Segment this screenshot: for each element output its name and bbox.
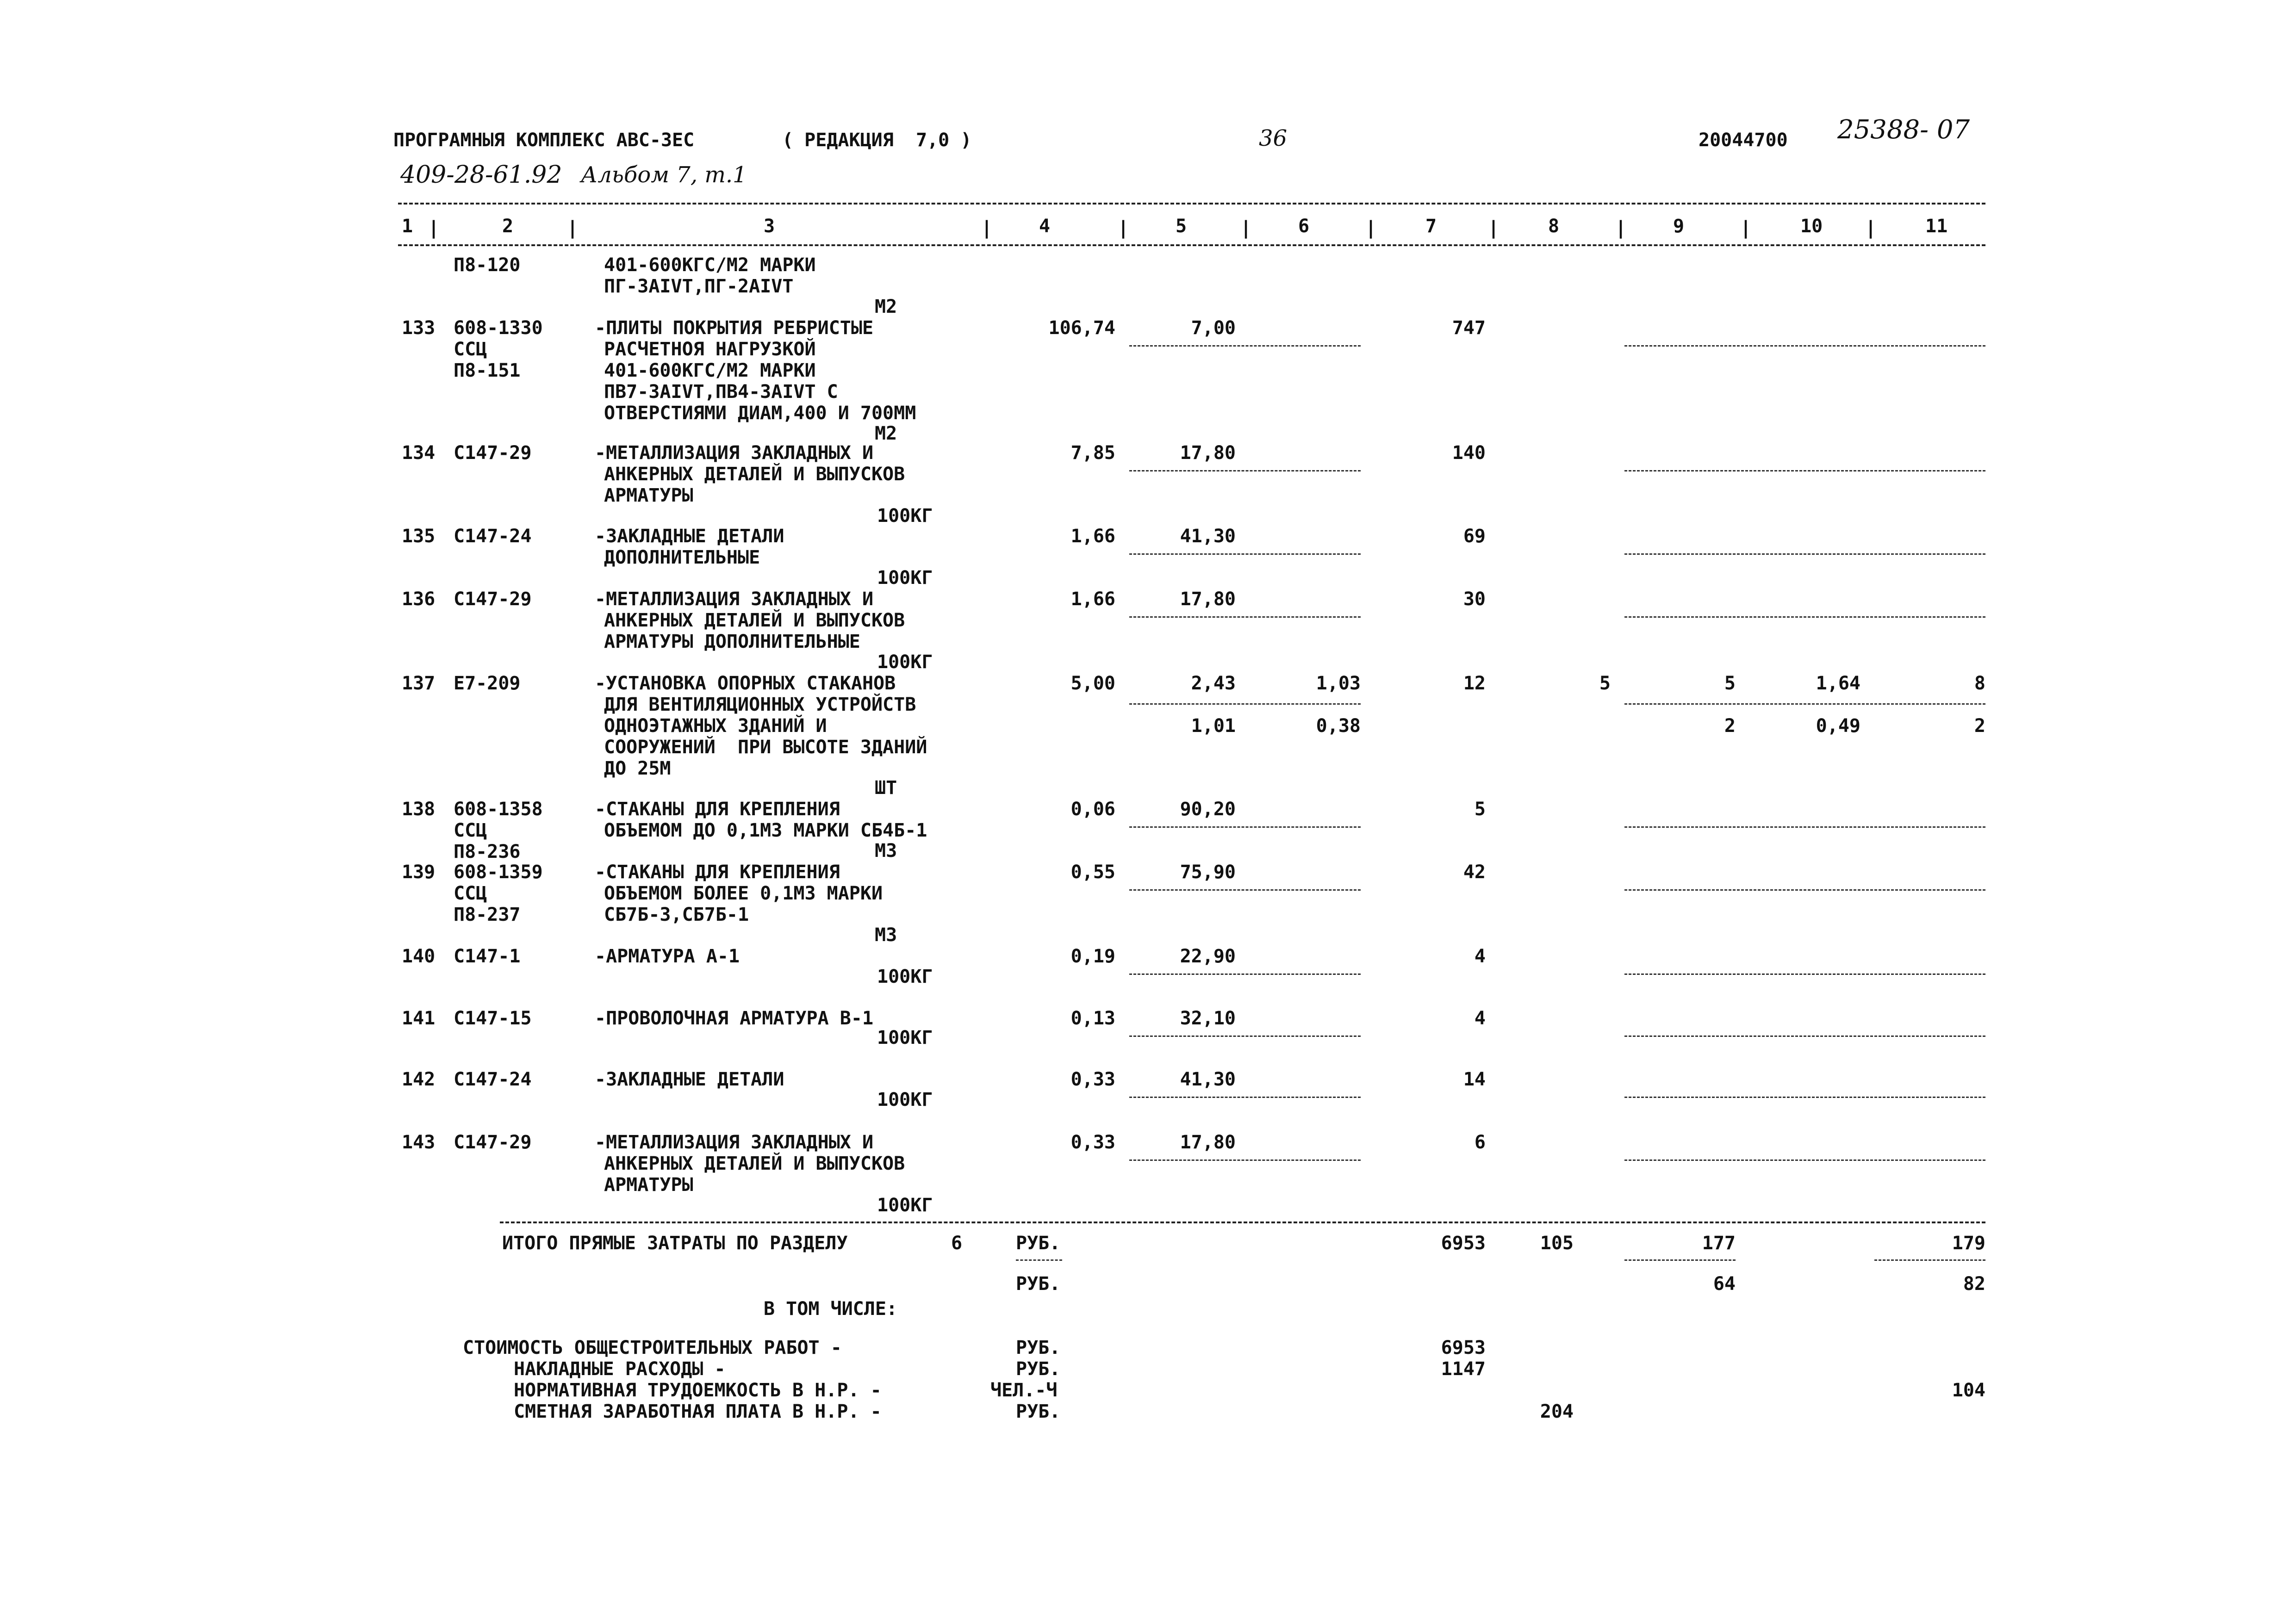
col-6: 6 (1298, 216, 1310, 237)
row-code: ССЦ (454, 820, 487, 841)
cell-divider (1624, 826, 1985, 828)
row-desc: ДО 25М (604, 758, 671, 779)
totals-label: ИТОГО ПРЯМЫЕ ЗАТРАТЫ ПО РАЗДЕЛУ (502, 1233, 848, 1254)
totals-c11-wage: 82 (1963, 1273, 1985, 1295)
row-desc: АНКЕРНЫХ ДЕТАЛЕЙ И ВЫПУСКОВ (604, 610, 905, 631)
col-9: 9 (1673, 216, 1685, 237)
totals-c9: 177 (1702, 1233, 1736, 1254)
cell-c5: 90,20 (1180, 799, 1236, 820)
col-sep: | (1118, 217, 1129, 239)
summary-label: СТОИМОСТЬ ОБЩЕСТРОИТЕЛЬНЫХ РАБОТ - (463, 1337, 842, 1358)
summary-unit: РУБ. (1016, 1337, 1061, 1358)
totals-c9-wage: 64 (1713, 1273, 1736, 1295)
cell-c7: 6 (1474, 1132, 1486, 1153)
cell-c5: 17,80 (1180, 442, 1236, 464)
cell-divider (1129, 345, 1361, 347)
col-sep: | (1240, 217, 1252, 239)
summary-c7: 6953 (1441, 1337, 1486, 1358)
cell-c7: 4 (1474, 946, 1486, 967)
cell-c11: 8 (1974, 673, 1985, 694)
col-sep: | (1488, 217, 1500, 239)
row-number: 140 (402, 946, 436, 967)
row-unit: М3 (875, 924, 897, 946)
cell-divider (1624, 1035, 1985, 1037)
col-sep: | (567, 217, 579, 239)
row-desc: ОДНОЭТАЖНЫХ ЗДАНИЙ И (604, 715, 827, 737)
row-number: 136 (402, 589, 436, 610)
cell-c4: 0,33 (1070, 1132, 1115, 1153)
row-code: ССЦ (454, 339, 487, 360)
row-code: С147-1 (454, 946, 521, 967)
cell-divider (1129, 470, 1361, 471)
row-desc: -СТАКАНЫ ДЛЯ КРЕПЛЕНИЯ (595, 862, 840, 883)
row-code: 608-1359 (454, 862, 543, 883)
cell-c4: 1,66 (1070, 526, 1115, 547)
row-code: П8-236 (454, 841, 521, 862)
col-sep: | (428, 217, 440, 239)
row-unit: 100КГ (877, 505, 933, 527)
totals-section: 6 (951, 1233, 963, 1254)
row-desc: -МЕТАЛЛИЗАЦИЯ ЗАКЛАДНЫХ И (595, 442, 874, 464)
cell-divider (1129, 1159, 1361, 1161)
stamp-number: 25388- 07 (1837, 115, 1970, 145)
row-code: С147-15 (454, 1008, 532, 1029)
cell-c4: 106,74 (1048, 317, 1115, 339)
cell-c5: 22,90 (1180, 946, 1236, 967)
row-desc: -ПЛИТЫ ПОКРЫТИЯ РЕБРИСТЫЕ (595, 317, 874, 339)
summary-label: СМЕТНАЯ ЗАРАБОТНАЯ ПЛАТА В Н.Р. - (514, 1401, 882, 1422)
col-7: 7 (1425, 216, 1437, 237)
totals-c8: 105 (1540, 1233, 1574, 1254)
cell-c10: 1,64 (1816, 673, 1860, 694)
cell-c7: 69 (1463, 526, 1486, 547)
totals-unit-2: РУБ. (1016, 1273, 1061, 1295)
row-code: 608-1330 (454, 317, 543, 339)
cell-divider (1129, 553, 1361, 555)
cell-c4: 1,66 (1070, 589, 1115, 610)
summary-label: НАКЛАДНЫЕ РАСХОДЫ - (514, 1358, 726, 1380)
col-8: 8 (1548, 216, 1560, 237)
row-number: 135 (402, 526, 436, 547)
row-desc: -ЗАКЛАДНЫЕ ДЕТАЛИ (595, 1069, 784, 1090)
cell-divider (1129, 616, 1361, 618)
cell-c7: 14 (1463, 1069, 1486, 1090)
cell-divider (1624, 1097, 1985, 1098)
cell-c4: 5,00 (1070, 673, 1115, 694)
row-number: 139 (402, 862, 436, 883)
cell-divider (1129, 973, 1361, 975)
totals-c11: 179 (1952, 1233, 1985, 1254)
cell-c7: 4 (1474, 1008, 1486, 1029)
summary-unit: РУБ. (1016, 1401, 1061, 1422)
row-desc: АРМАТУРЫ (604, 1174, 693, 1196)
row-desc: СБ7Б-3,СБ7Б-1 (604, 904, 749, 925)
summary-label: НОРМАТИВНАЯ ТРУДОЕМКОСТЬ В Н.Р. - (514, 1380, 882, 1401)
cell-divider (1129, 889, 1361, 891)
row-desc: ОБЪЕМОМ ДО 0,1М3 МАРКИ СБ4Б-1 (604, 820, 927, 841)
row-desc: СООРУЖЕНИЙ ПРИ ВЫСОТЕ ЗДАНИЙ (604, 737, 927, 758)
summary-c8: 204 (1540, 1401, 1574, 1422)
doc-code: 20044700 (1699, 130, 1788, 151)
row-desc: АРМАТУРЫ (604, 485, 693, 506)
cell-c7: 5 (1474, 799, 1486, 820)
row-unit: М3 (875, 840, 897, 862)
row-code: С147-24 (454, 1069, 532, 1090)
cell-c7: 140 (1452, 442, 1486, 464)
row-number: 134 (402, 442, 436, 464)
cell-c5-wage: 1,01 (1191, 715, 1236, 737)
row-desc: -МЕТАЛЛИЗАЦИЯ ЗАКЛАДНЫХ И (595, 1132, 874, 1153)
cell-divider (1874, 1259, 1985, 1261)
edition-label: ( РЕДАКЦИЯ 7,0 ) (782, 130, 972, 151)
summary-c11: 104 (1952, 1380, 1985, 1401)
col-1: 1 (402, 216, 413, 237)
cell-c5: 17,80 (1180, 589, 1236, 610)
summary-unit: РУБ. (1016, 1358, 1061, 1380)
cell-c5: 75,90 (1180, 862, 1236, 883)
row-desc: ПВ7-3AIVT,ПВ4-3AIVT С (604, 381, 838, 403)
col-4: 4 (1039, 216, 1051, 237)
col-3: 3 (764, 216, 775, 237)
row-code: 608-1358 (454, 799, 543, 820)
row-unit: М2 (875, 296, 897, 317)
cell-divider (1624, 470, 1985, 471)
col-10: 10 (1800, 216, 1823, 237)
header-rule-bottom (398, 244, 1985, 246)
cell-c4: 0,06 (1070, 799, 1115, 820)
row-desc: -АРМАТУРА А-1 (595, 946, 740, 967)
page-number: 36 (1259, 125, 1288, 151)
cell-divider (1624, 703, 1985, 705)
cell-c5: 32,10 (1180, 1008, 1236, 1029)
row-desc: АНКЕРНЫХ ДЕТАЛЕЙ И ВЫПУСКОВ (604, 464, 905, 485)
row-code: С147-29 (454, 442, 532, 464)
row-code: П8-120 (454, 254, 521, 276)
cell-c5: 7,00 (1191, 317, 1236, 339)
summary-unit: ЧЕЛ.-Ч (990, 1380, 1058, 1401)
cell-c4: 0,33 (1070, 1069, 1115, 1090)
cell-c9-wage: 2 (1724, 715, 1736, 737)
header-rule-top (398, 203, 1985, 205)
row-unit: 100КГ (877, 966, 933, 987)
row-desc: -СТАКАНЫ ДЛЯ КРЕПЛЕНИЯ (595, 799, 840, 820)
row-desc: ПГ-3AIVT,ПГ-2AIVT (604, 276, 794, 297)
totals-unit: РУБ. (1016, 1233, 1061, 1254)
row-code: Е7-209 (454, 673, 521, 694)
cell-divider (1624, 1259, 1736, 1261)
row-number: 133 (402, 317, 436, 339)
cell-c5: 41,30 (1180, 1069, 1236, 1090)
cell-divider (1129, 1097, 1361, 1098)
cell-divider (1624, 889, 1985, 891)
cell-divider (1624, 1159, 1985, 1161)
row-number: 138 (402, 799, 436, 820)
totals-rule (500, 1221, 1985, 1223)
row-unit: 100КГ (877, 1027, 933, 1048)
cell-divider (1129, 1035, 1361, 1037)
row-number: 137 (402, 673, 436, 694)
row-desc: ОБЪЕМОМ БОЛЕЕ 0,1М3 МАРКИ (604, 883, 883, 904)
cell-divider (1624, 973, 1985, 975)
col-sep: | (1615, 217, 1627, 239)
cell-c4: 0,55 (1070, 862, 1115, 883)
cell-divider (1129, 703, 1361, 705)
row-desc: -МЕТАЛЛИЗАЦИЯ ЗАКЛАДНЫХ И (595, 589, 874, 610)
cell-c6: 1,03 (1316, 673, 1361, 694)
row-desc: ДЛЯ ВЕНТИЛЯЦИОННЫХ УСТРОЙСТВ (604, 694, 916, 715)
cell-divider (1624, 345, 1985, 347)
cell-c4: 7,85 (1070, 442, 1115, 464)
row-code: С147-29 (454, 1132, 532, 1153)
album-label: Альбом 7, т.1 (581, 162, 747, 188)
summary-c7: 1147 (1441, 1358, 1486, 1380)
row-unit: 100КГ (877, 567, 933, 589)
cell-c5: 41,30 (1180, 526, 1236, 547)
cell-divider (1129, 826, 1361, 828)
row-desc: 401-600КГС/М2 МАРКИ (604, 254, 816, 276)
cell-c9: 5 (1724, 673, 1736, 694)
row-number: 141 (402, 1008, 436, 1029)
row-unit: М2 (875, 423, 897, 444)
row-unit: 100КГ (877, 651, 933, 673)
row-desc: -ПРОВОЛОЧНАЯ АРМАТУРА В-1 (595, 1008, 874, 1029)
album-code: 409-28-61.92 (400, 161, 562, 189)
row-desc: 401-600КГС/М2 МАРКИ (604, 360, 816, 381)
cell-divider (1016, 1259, 1062, 1261)
row-code: С147-24 (454, 526, 532, 547)
col-sep: | (1365, 217, 1377, 239)
col-sep: | (1865, 217, 1877, 239)
cell-c7: 12 (1463, 673, 1486, 694)
row-desc: ДОПОЛНИТЕЛЬНЫЕ (604, 547, 760, 568)
cell-c7: 42 (1463, 862, 1486, 883)
cell-c5: 17,80 (1180, 1132, 1236, 1153)
row-unit: 100КГ (877, 1195, 933, 1216)
cell-c10-wage: 0,49 (1816, 715, 1860, 737)
col-sep: | (1740, 217, 1752, 239)
row-unit: ШТ (875, 777, 897, 799)
cell-c8: 5 (1599, 673, 1611, 694)
cell-divider (1624, 553, 1985, 555)
col-2: 2 (502, 216, 514, 237)
row-desc: АРМАТУРЫ ДОПОЛНИТЕЛЬНЫЕ (604, 631, 860, 652)
col-11: 11 (1925, 216, 1948, 237)
row-code: ССЦ (454, 883, 487, 904)
cell-c4: 0,19 (1070, 946, 1115, 967)
col-sep: | (981, 217, 993, 239)
cell-c7: 30 (1463, 589, 1486, 610)
row-desc: РАСЧЕТНОЯ НАГРУЗКОЙ (604, 339, 816, 360)
totals-c7: 6953 (1441, 1233, 1486, 1254)
cell-c5: 2,43 (1191, 673, 1236, 694)
cell-divider (1624, 616, 1985, 618)
row-unit: 100КГ (877, 1089, 933, 1110)
cell-c4: 0,13 (1070, 1008, 1115, 1029)
col-5: 5 (1176, 216, 1187, 237)
cell-c6-wage: 0,38 (1316, 715, 1361, 737)
cell-c7: 747 (1452, 317, 1486, 339)
row-desc: -ЗАКЛАДНЫЕ ДЕТАЛИ (595, 526, 784, 547)
row-code: С147-29 (454, 589, 532, 610)
including-label: В ТОМ ЧИСЛЕ: (764, 1298, 897, 1320)
cell-c11-wage: 2 (1974, 715, 1985, 737)
program-title: ПРОГРАМНЫЯ КОМПЛЕКС АВС-ЗЕС (393, 130, 695, 151)
row-code: П8-151 (454, 360, 521, 381)
row-number: 142 (402, 1069, 436, 1090)
row-desc: АНКЕРНЫХ ДЕТАЛЕЙ И ВЫПУСКОВ (604, 1153, 905, 1174)
row-number: 143 (402, 1132, 436, 1153)
row-desc: ОТВЕРСТИЯМИ ДИАМ,400 И 700ММ (604, 403, 916, 424)
row-code: П8-237 (454, 904, 521, 925)
row-desc: -УСТАНОВКА ОПОРНЫХ СТАКАНОВ (595, 673, 896, 694)
